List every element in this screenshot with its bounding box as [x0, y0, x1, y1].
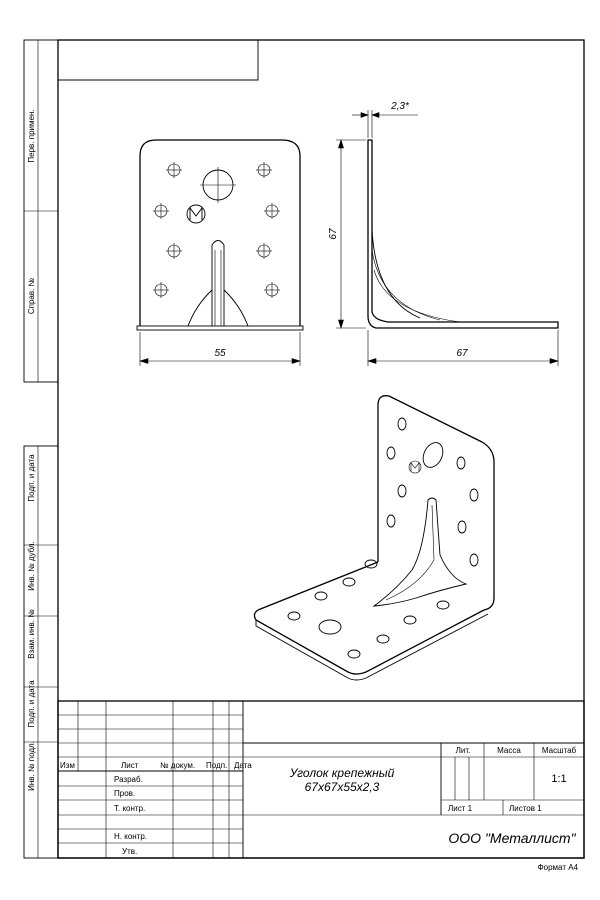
- row-nkontr-label: Н. контр.: [114, 832, 148, 841]
- top-left-box: [58, 40, 258, 80]
- side-label-sprav-no: Справ. №: [27, 277, 36, 315]
- side-label-vzam-inv: Взам. инв. №: [27, 609, 36, 659]
- col-podp-label: Подп.: [206, 761, 228, 770]
- col-data-label: Дата: [234, 761, 252, 770]
- isometric-view: [254, 396, 494, 680]
- side-label-inv-dubl: Инв. № дубл.: [27, 541, 36, 591]
- lit-label: Лит.: [455, 746, 471, 755]
- side-label-podp-data-2: Подп. и дата: [27, 680, 36, 728]
- scale-value: 1:1: [551, 773, 567, 785]
- part-name-line2: 67х67х55х2,3: [304, 780, 380, 794]
- company-name: ООО "Металлист": [448, 830, 576, 846]
- row-utv-label: Утв.: [122, 847, 138, 856]
- dim-55-label: 55: [214, 348, 226, 359]
- front-view: [137, 140, 303, 330]
- format-label: Формат А4: [537, 863, 578, 872]
- col-list-label: Лист: [121, 761, 139, 770]
- row-razrab-label: Разраб.: [114, 775, 143, 784]
- side-view: [368, 140, 558, 328]
- masshtab-label: Масштаб: [541, 746, 577, 755]
- part-name-line1: Уголок крепежный: [289, 766, 395, 780]
- dim-thickness-lines: [352, 110, 418, 138]
- drawing-frame: [58, 40, 584, 858]
- row-tkontr-label: Т. контр.: [114, 804, 146, 813]
- massa-label: Масса: [497, 746, 521, 755]
- m-logo-icon: [187, 205, 205, 223]
- sheet-number: Лист 1: [448, 804, 473, 813]
- sheet-count: Листов 1: [509, 804, 542, 813]
- side-label-inv-podl: Инв. № подл.: [27, 741, 36, 791]
- row-prov-label: Пров.: [114, 789, 136, 798]
- dim-thickness-label: 2,3*: [391, 101, 409, 112]
- side-label-perv-primen: Перв. примен.: [27, 109, 36, 163]
- col-dokum-label: № докум.: [160, 761, 196, 770]
- dim-67-vertical-label: 67: [328, 228, 339, 240]
- side-label-podp-data-1: Подп. и дата: [27, 454, 36, 502]
- col-izm-label: Изм: [60, 761, 75, 770]
- dim-67-horizontal-label: 67: [456, 348, 468, 359]
- dim-67-vertical-lines: [336, 140, 366, 328]
